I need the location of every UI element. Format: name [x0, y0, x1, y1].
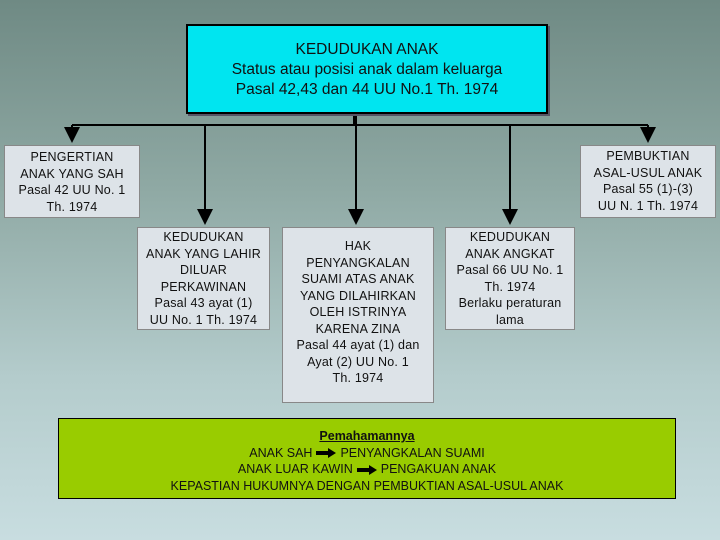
child-born-outside-marriage-box: [137, 227, 270, 330]
box-line: Pasal 44 ayat (1) dan: [296, 338, 420, 352]
box-line: SUAMI ATAS ANAK: [301, 272, 415, 286]
understanding-row-2: [59, 461, 675, 478]
box-line: PERKAWINAN: [160, 279, 247, 294]
husband-denial-right-box: [282, 227, 434, 403]
box-line: KEDUDUKAN: [163, 230, 244, 244]
box-line: UU No. 1 Th. 1974: [149, 312, 258, 327]
box-line: HAK: [344, 239, 372, 253]
row-right-text: PENYANGKALAN SUAMI: [340, 445, 485, 460]
definition-box: [4, 145, 140, 218]
box-line: Berlaku peraturan: [458, 296, 562, 310]
box-line: Pasal 66 UU No. 1: [456, 263, 564, 277]
box-line: ASAL-USUL ANAK: [593, 165, 703, 180]
box-line: OLEH ISTRINYA: [309, 305, 407, 319]
title-box: [186, 24, 548, 114]
right-arrow-icon: [316, 448, 336, 458]
box-line: PENGERTIAN: [30, 150, 114, 164]
box-line: Ayat (2) UU No. 1: [307, 354, 409, 369]
box-line: KARENA ZINA: [315, 321, 401, 336]
box-line: ANAK YANG SAH: [20, 166, 124, 181]
legal-basis-line: Pasal 42,43 dan 44 UU No.1 Th. 1974: [235, 81, 499, 98]
proof-of-origin-box: [580, 145, 716, 218]
box-line: UU N. 1 Th. 1974: [597, 198, 699, 213]
understanding-box: [58, 418, 676, 499]
understanding-row-3: KEPASTIAN HUKUMNYA DENGAN PEMBUKTIAN ASAL-USUL ANAK: [170, 478, 564, 493]
box-line: Pasal 43 ayat (1): [154, 296, 253, 310]
row-right-text: PENGAKUAN ANAK: [380, 462, 497, 476]
right-arrow-icon: [357, 465, 377, 475]
box-line: PEMBUKTIAN: [606, 149, 690, 163]
box-line: KEDUDUKAN: [469, 230, 551, 244]
box-line: Pasal 55 (1)-(3): [602, 182, 694, 196]
adopted-child-box: [445, 227, 575, 330]
box-line: Th. 1974: [484, 279, 536, 294]
understanding-heading: Pemahamannya: [319, 429, 415, 443]
title-line: KEDUDUKAN ANAK: [295, 41, 439, 58]
box-line: Th. 1974: [46, 199, 98, 214]
box-line: DILUAR: [179, 263, 228, 277]
understanding-row-1: [59, 445, 675, 462]
box-line: ANAK YANG LAHIR: [145, 246, 262, 261]
row-left-text: ANAK SAH: [249, 445, 313, 460]
row-left-text: ANAK LUAR KAWIN: [237, 462, 353, 476]
box-line: PENYANGKALAN: [306, 255, 410, 270]
box-line: YANG DILAHIRKAN: [300, 288, 416, 303]
box-line: lama: [496, 312, 524, 327]
subtitle-line: Status atau posisi anak dalam keluarga: [231, 61, 503, 78]
box-line: ANAK ANGKAT: [465, 246, 555, 261]
box-line: Th. 1974: [332, 371, 384, 385]
box-line: Pasal 42 UU No. 1: [18, 183, 126, 197]
